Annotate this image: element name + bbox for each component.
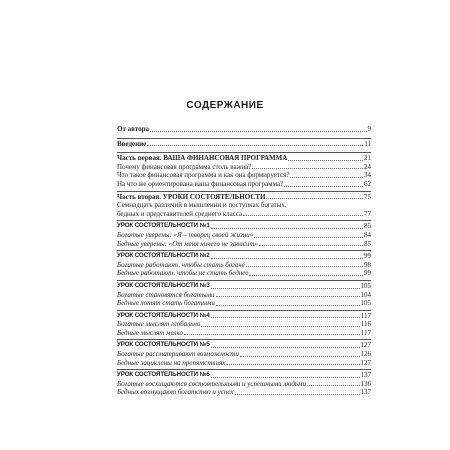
toc-entry-title: УРОК СОСТОЯТЕЛЬНОСТИ №3: [117, 281, 210, 289]
toc-entry[interactable]: [117, 388, 371, 397]
toc-entry[interactable]: [117, 291, 371, 300]
dot-leader: [240, 356, 360, 357]
toc-entry-title: УРОК СОСТОЯТЕЛЬНОСТИ №5: [117, 341, 210, 349]
toc-section: [117, 220, 371, 248]
toc-entry-title: От автора: [117, 125, 149, 133]
toc-entry-title: УРОК СОСТОЯТЕЛЬНОСТИ №2: [117, 252, 210, 260]
dot-leader: [235, 394, 360, 395]
toc-entry-title-cont: бедных и представителей среднего класса: [117, 209, 243, 218]
toc-entry-title: Введение: [117, 139, 147, 148]
dot-leader: [201, 326, 359, 327]
toc-page-number: 9: [367, 125, 371, 133]
toc-entry-title: Семнадцать различий в мышлении и поступках богатых,: [117, 201, 287, 210]
toc-entry[interactable]: [117, 359, 371, 368]
toc-entry[interactable]: [117, 380, 371, 389]
toc-page-number: 98: [364, 260, 371, 269]
toc-entry-title: Бедные работают, чтобы не стать беднее: [117, 269, 249, 278]
toc-entry-title: Бедные зациклены на препятствиях: [117, 358, 226, 367]
toc-entry[interactable]: [117, 341, 371, 350]
toc-entry-title: Богатые становятся богатыми: [117, 290, 215, 299]
toc-entry[interactable]: [117, 261, 371, 270]
toc-entry-title: Бедные хотят стать богатыми: [117, 299, 215, 308]
dot-leader: [211, 288, 360, 289]
toc-entry[interactable]: [117, 269, 371, 278]
dot-leader: [290, 177, 363, 178]
dot-leader: [211, 347, 360, 348]
toc-page-number: 99: [364, 269, 371, 278]
toc-entry[interactable]: [117, 201, 371, 218]
toc-page-number: 127: [360, 358, 371, 367]
toc-entry[interactable]: [117, 154, 371, 163]
toc-entry[interactable]: [117, 252, 371, 261]
toc-section: [117, 339, 371, 367]
toc-entry[interactable]: [117, 193, 371, 202]
toc-entry[interactable]: [117, 350, 371, 359]
dot-leader: [307, 385, 359, 386]
toc-page-number: 136: [360, 379, 371, 388]
toc-entry[interactable]: [117, 320, 371, 329]
toc-entry[interactable]: [117, 371, 371, 380]
toc-entry-title: На что же ориентирована ваша финансовая программа?: [117, 179, 284, 188]
toc-entry[interactable]: [117, 125, 371, 134]
toc-entry[interactable]: [117, 180, 371, 189]
toc-entry-title: Часть первая. ВАША ФИНАНСОВАЯ ПРОГРАММА: [117, 154, 288, 163]
toc-page-number: 77: [364, 209, 371, 218]
toc-page-number: 75: [364, 192, 371, 201]
dot-leader: [226, 364, 359, 365]
toc-page-number: 105: [360, 299, 371, 308]
dot-leader: [147, 145, 363, 146]
toc-entry[interactable]: [117, 299, 371, 308]
toc-entry-title: УРОК СОСТОЯТЕЛЬНОСТИ №4: [117, 311, 210, 319]
toc-page-number: 137: [360, 388, 371, 397]
toc-entry-title: Почему финансовая программа столь важна?: [117, 162, 252, 171]
toc-entry-title: Богатые восхищаются состоятельными и успешными людьми: [117, 379, 307, 388]
toc-page-number: 34: [364, 171, 371, 180]
toc-entry-title: Часть вторая. УРОКИ СОСТОЯТЕЛЬНОСТИ: [117, 192, 266, 201]
toc-page-number: 21: [364, 154, 371, 163]
toc-entry[interactable]: [117, 282, 371, 291]
toc-entry-title: УРОК СОСТОЯТЕЛЬНОСТИ №1: [117, 222, 210, 230]
dot-leader: [211, 258, 363, 259]
dot-leader: [259, 245, 363, 246]
toc-entry-title: Что такое финансовая программа и как она формируется?: [117, 171, 290, 180]
toc-entry-title: Бедные мыслят мелко: [117, 328, 184, 337]
toc-section: [117, 138, 371, 149]
toc-entry-title: Богатые мыслят глобально: [117, 320, 201, 329]
toc-section: [117, 250, 371, 278]
dot-leader: [211, 317, 360, 318]
dot-leader: [243, 215, 363, 216]
toc-page-number: 62: [364, 179, 371, 188]
toc-entry[interactable]: [117, 163, 371, 172]
toc-page-number: 104: [360, 290, 371, 299]
toc-section: [117, 280, 371, 308]
toc-section: [117, 369, 371, 397]
dot-leader: [211, 228, 363, 229]
toc-page-number: 11: [364, 139, 371, 148]
dot-leader: [216, 296, 360, 297]
dot-leader: [284, 186, 363, 187]
dot-leader: [254, 237, 363, 238]
toc-page-number: 85: [364, 222, 371, 231]
toc-section: [117, 310, 371, 338]
toc-entry-title: Бедные уверены: «От меня ничего не зависит»: [117, 239, 258, 248]
toc-entry[interactable]: [117, 312, 371, 321]
toc-entry[interactable]: [117, 329, 371, 338]
toc-page-number: 84: [364, 230, 371, 239]
toc-page-number: 117: [360, 328, 371, 337]
dot-leader: [184, 334, 360, 335]
toc-page-number: 117: [360, 311, 371, 320]
toc-entry-title: Бедных возмущают богатство и успех: [117, 388, 234, 397]
toc-page-number: 85: [364, 239, 371, 248]
dot-leader: [216, 305, 360, 306]
toc-page-number: 126: [360, 350, 371, 359]
toc-section: [117, 152, 371, 188]
dot-leader: [249, 275, 363, 276]
dot-leader: [266, 198, 363, 199]
page-title: СОДЕРЖАНИЕ: [186, 100, 264, 111]
dot-leader: [288, 160, 363, 161]
toc-entry[interactable]: [117, 222, 371, 231]
table-of-contents: [117, 124, 371, 399]
toc-page-number: 105: [360, 281, 371, 290]
toc-entry[interactable]: [117, 240, 371, 249]
dot-leader: [211, 377, 360, 378]
toc-page-number: 99: [364, 252, 371, 261]
toc-entry-title: Богатые работают, чтобы стать богаче: [117, 260, 245, 269]
toc-entry[interactable]: [117, 171, 371, 180]
toc-page-number: 127: [360, 341, 371, 350]
toc-section: [117, 191, 371, 219]
toc-section: [117, 124, 371, 134]
toc-entry[interactable]: [117, 140, 371, 149]
toc-entry-title: УРОК СОСТОЯТЕЛЬНОСТИ №6: [117, 371, 210, 379]
toc-page-number: 116: [360, 320, 371, 329]
toc-entry-title: Богатые рассматривают возможности: [117, 350, 239, 359]
dot-leader: [150, 131, 367, 132]
dot-leader: [246, 266, 363, 267]
toc-page-number: 24: [364, 162, 371, 171]
toc-page-number: 137: [360, 371, 371, 380]
dot-leader: [252, 168, 363, 169]
toc-entry-title: Богатые уверены: «Я – творец своей жизни»: [117, 230, 254, 239]
toc-entry[interactable]: [117, 231, 371, 240]
